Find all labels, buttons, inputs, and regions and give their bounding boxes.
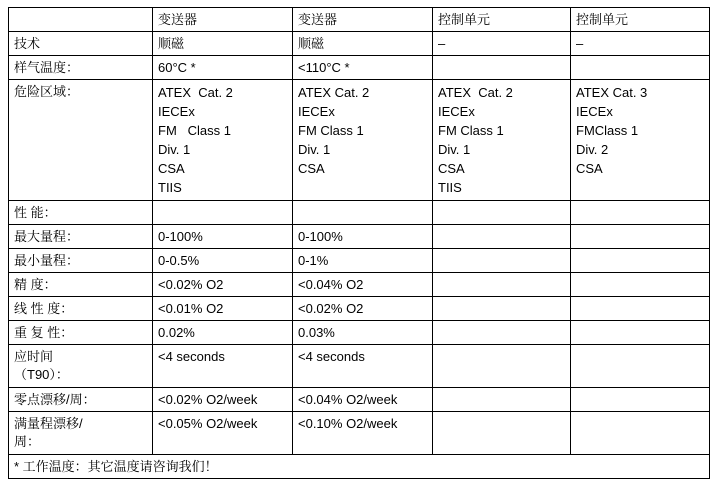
row-value xyxy=(571,345,710,388)
row-label-accuracy: 精 度： xyxy=(9,273,153,297)
row-value: 0.03% xyxy=(293,321,433,345)
specification-table xyxy=(8,7,710,479)
header-cell-2: 变送器 xyxy=(293,8,433,32)
row-label-response-time xyxy=(9,345,153,388)
table-row xyxy=(9,388,710,412)
row-label-span-drift xyxy=(9,412,153,455)
row-value: <4 seconds xyxy=(293,345,433,388)
row-value: 0-0.5% xyxy=(153,249,293,273)
row-value xyxy=(571,225,710,249)
hazard-list: ATEX Cat. 3 IECEx FMClass 1 Div. 2 CSA xyxy=(576,85,648,176)
row-value: <0.02% O2 xyxy=(293,297,433,321)
table-row xyxy=(9,56,710,80)
row-value: <0.04% O2 xyxy=(293,273,433,297)
header-cell-3: 控制单元 xyxy=(433,8,571,32)
row-value: <0.02% O2/week xyxy=(153,388,293,412)
row-value: 0-100% xyxy=(153,225,293,249)
row-label-repeatability: 重 复 性： xyxy=(9,321,153,345)
row-value xyxy=(433,412,571,455)
header-cell-1: 变送器 xyxy=(153,8,293,32)
table-row xyxy=(9,321,710,345)
hazard-list: ATEX Cat. 2 IECEx FM Class 1 Div. 1 CSA TIIS xyxy=(438,85,513,195)
spec-sheet xyxy=(0,7,723,474)
row-label-max-range: 最大量程： xyxy=(9,225,153,249)
table-row xyxy=(9,273,710,297)
row-value: <0.01% O2 xyxy=(153,297,293,321)
row-value: 0-100% xyxy=(293,225,433,249)
header-cell-0 xyxy=(9,8,153,32)
row-value xyxy=(433,225,571,249)
table-row xyxy=(9,412,710,455)
row-value xyxy=(293,80,433,201)
row-value xyxy=(571,412,710,455)
table-header-row xyxy=(9,8,710,32)
table-row xyxy=(9,249,710,273)
row-value: <0.05% O2/week xyxy=(153,412,293,455)
row-value xyxy=(433,201,571,225)
table-row xyxy=(9,225,710,249)
header-cell-4: 控制单元 xyxy=(571,8,710,32)
table-footnote-row xyxy=(9,455,710,479)
hazard-list: ATEX Cat. 2 IECEx FM Class 1 Div. 1 CSA TIIS xyxy=(158,85,233,195)
row-value: – xyxy=(433,32,571,56)
row-label-text: 满量程漂移/ 周： xyxy=(14,416,83,449)
row-label-linearity: 线 性 度： xyxy=(9,297,153,321)
row-value xyxy=(293,201,433,225)
row-value xyxy=(433,56,571,80)
row-value: 60°C * xyxy=(153,56,293,80)
row-value xyxy=(153,80,293,201)
row-value xyxy=(571,56,710,80)
row-value xyxy=(571,249,710,273)
row-value xyxy=(571,321,710,345)
row-value xyxy=(571,273,710,297)
row-label-performance: 性 能： xyxy=(9,201,153,225)
table-row-performance-header xyxy=(9,201,710,225)
row-value: <110°C * xyxy=(293,56,433,80)
row-value xyxy=(433,80,571,201)
row-value xyxy=(433,273,571,297)
row-value xyxy=(433,388,571,412)
footnote-text: * 工作温度：其它温度请咨询我们！ xyxy=(9,455,710,479)
row-value xyxy=(571,297,710,321)
table-row xyxy=(9,32,710,56)
row-value: – xyxy=(571,32,710,56)
row-label-sample-temp: 样气温度： xyxy=(9,56,153,80)
row-value: <0.04% O2/week xyxy=(293,388,433,412)
row-value: 顺磁 xyxy=(153,32,293,56)
hazard-list: ATEX Cat. 2 IECEx FM Class 1 Div. 1 CSA xyxy=(298,85,370,176)
row-label-zero-drift: 零点漂移/周： xyxy=(9,388,153,412)
row-value xyxy=(433,249,571,273)
row-value xyxy=(433,321,571,345)
row-label-min-range: 最小量程： xyxy=(9,249,153,273)
table-row xyxy=(9,80,710,201)
row-label-text: 应时间 （T90）： xyxy=(14,349,69,382)
row-label-technology: 技术 xyxy=(9,32,153,56)
row-value xyxy=(571,80,710,201)
row-value xyxy=(433,345,571,388)
row-value: <0.10% O2/week xyxy=(293,412,433,455)
row-value xyxy=(571,388,710,412)
row-label-hazardous-area: 危险区域： xyxy=(9,80,153,201)
row-value: 0-1% xyxy=(293,249,433,273)
row-value xyxy=(433,297,571,321)
row-value xyxy=(153,201,293,225)
row-value: 顺磁 xyxy=(293,32,433,56)
table-row xyxy=(9,297,710,321)
row-value: 0.02% xyxy=(153,321,293,345)
row-value: <0.02% O2 xyxy=(153,273,293,297)
table-row xyxy=(9,345,710,388)
row-value: <4 seconds xyxy=(153,345,293,388)
row-value xyxy=(571,201,710,225)
